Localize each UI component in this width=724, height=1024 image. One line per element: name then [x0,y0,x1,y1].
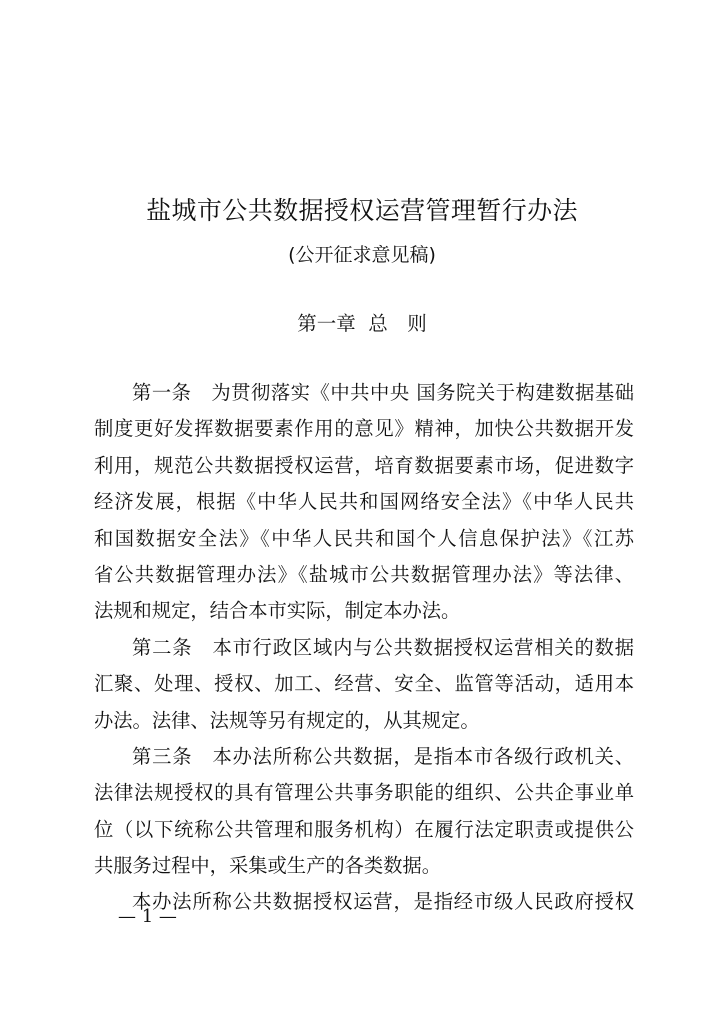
text-line: 第三条 本办法所称公共数据，是指本市各级行政机关、 [132,744,634,768]
text-line: 和国数据安全法》《中华人民共和国个人信息保护法》《江苏 [94,526,634,550]
text-line: 办法。法律、法规等另有规定的，从其规定。 [94,708,480,732]
text-line: 本办法所称公共数据授权运营，是指经市级人民政府授权 [132,890,634,914]
text-line: 利用，规范公共数据授权运营，培育数据要素市场，促进数字 [94,453,634,477]
page-number: — 1 — [118,906,177,927]
text-line: 法律法规授权的具有管理公共事务职能的组织、公共企事业单 [94,781,634,805]
document-body [94,375,634,921]
text-line: 共服务过程中，采集或生产的各类数据。 [94,854,442,878]
document-subtitle: (公开征求意见稿) [288,244,436,266]
chapter-heading [0,308,724,340]
text-line: 经济发展，根据《中华人民共和国网络安全法》《中华人民共 [94,490,634,514]
text-line: 省公共数据管理办法》《盐城市公共数据管理办法》等法律、 [94,562,634,586]
text-line: 制度更好发挥数据要素作用的意见》精神，加快公共数据开发 [94,417,634,441]
chapter-number: 第一章 [297,312,356,335]
text-line: 第一条 为贯彻落实《中共中央 国务院关于构建数据基础 [132,381,634,404]
text-line: 位（以下统称公共管理和服务机构）在履行法定职责或提供公 [94,817,634,841]
text-line: 汇聚、处理、授权、加工、经营、安全、监管等活动，适用本 [94,672,634,696]
chapter-name: 总 则 [368,312,427,335]
text-line: 法规和规定，结合本市实际，制定本办法。 [94,599,461,623]
text-line: 第二条 本市行政区域内与公共数据授权运营相关的数据 [132,635,634,659]
document-title: 盐城市公共数据授权运营管理暂行办法 [146,196,578,225]
